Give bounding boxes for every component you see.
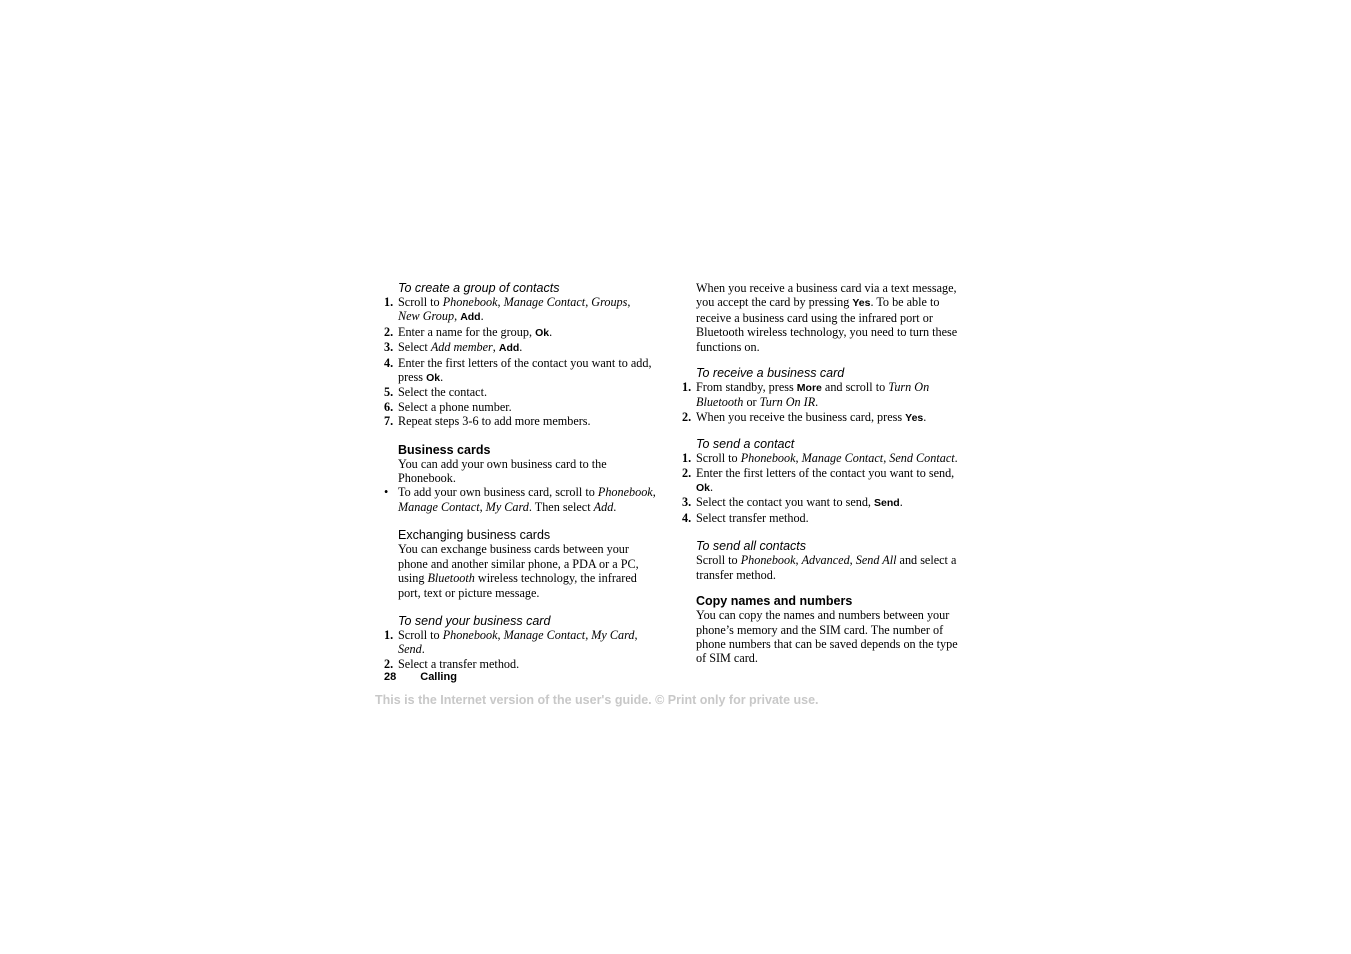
menu-term: Phonebook — [442, 627, 498, 642]
step — [682, 410, 967, 425]
exchanging-body — [398, 542, 659, 600]
text: . — [923, 409, 927, 424]
text: . Then select — [528, 499, 594, 514]
menu-term: My Card — [591, 627, 635, 642]
bullet-symbol: • — [384, 485, 389, 500]
softkey-label: Yes — [852, 297, 871, 310]
text: , — [652, 485, 656, 500]
text: When you receive the business card, press — [696, 409, 906, 424]
send-contact-steps — [682, 451, 967, 525]
text: Enter the first letters of the contact you want to send, — [696, 465, 955, 480]
create-group-steps — [384, 295, 659, 429]
text: To add your own business card, scroll to — [398, 485, 598, 500]
receive-intro — [696, 281, 967, 354]
softkey-label: Add — [498, 342, 520, 355]
text: , — [497, 295, 504, 309]
step — [384, 325, 659, 340]
menu-term: Send All — [855, 553, 897, 568]
step — [682, 466, 967, 496]
text: and scroll to — [821, 380, 889, 395]
step-number: 2. — [682, 409, 692, 424]
step — [384, 657, 659, 671]
menu-term: Phonebook — [740, 451, 796, 466]
exchanging-heading: Exchanging business cards — [398, 528, 551, 543]
menu-term: Turn On Bluetooth — [696, 380, 930, 410]
copy-heading: Copy names and numbers — [696, 594, 853, 609]
text: Enter the first letters of the contact you want to add, press — [398, 355, 652, 385]
text: . — [519, 340, 523, 355]
text: , — [479, 499, 486, 514]
menu-term: Manage Contact — [801, 451, 884, 466]
step — [384, 414, 659, 428]
send-all-body — [696, 553, 967, 582]
step-number: 3. — [682, 495, 692, 510]
text: Enter a name for the group, — [398, 324, 536, 339]
step-number: 3. — [384, 340, 394, 355]
step — [682, 451, 967, 465]
softkey-label: Ok — [696, 482, 711, 495]
text: . — [440, 370, 444, 385]
text: You can exchange business cards between your phone and another similar phone, a PDA or a PC, using — [398, 542, 639, 586]
send-own-card-steps — [384, 628, 659, 671]
text: . — [899, 495, 903, 510]
section-name: Calling — [420, 671, 457, 683]
softkey-label: Ok — [426, 372, 441, 385]
text: Scroll to — [398, 295, 443, 309]
business-cards-intro: You can add your own business card to the Phonebook. — [398, 456, 607, 486]
step-number: 2. — [384, 656, 394, 671]
step-number: 2. — [384, 324, 394, 339]
text: When you receive a business card via a text message, you accept the card by pressing — [696, 281, 957, 310]
text: Repeat steps 3-6 to add more members. — [398, 414, 591, 429]
text: Select a phone number. — [398, 399, 512, 414]
menu-term: Add member — [430, 340, 493, 355]
menu-term: Turn On IR — [759, 395, 816, 410]
text: , — [883, 451, 890, 466]
step-number: 5. — [384, 385, 394, 400]
step — [384, 628, 659, 657]
step-number: 1. — [682, 380, 692, 395]
text: . — [480, 309, 484, 324]
text: wireless technology, the infrared port, text or picture message. — [398, 571, 637, 600]
text: Scroll to — [398, 627, 443, 642]
text: Scroll to — [696, 451, 741, 466]
menu-term: My Card — [485, 499, 529, 514]
text: , — [585, 295, 592, 309]
text: Scroll to — [696, 553, 741, 568]
step — [384, 340, 659, 355]
text: , — [627, 295, 631, 309]
menu-term: Phonebook — [740, 553, 796, 568]
private-use-notice: This is the Internet version of the user's guide. © Print only for private use. — [375, 693, 819, 707]
softkey-label: Yes — [905, 411, 924, 424]
text: . — [954, 451, 958, 466]
text: Select a transfer method. — [398, 656, 520, 671]
step — [384, 356, 659, 386]
menu-term: Send — [398, 642, 422, 657]
text: and select a transfer method. — [696, 553, 957, 582]
text: , — [795, 553, 802, 568]
menu-term: Phonebook — [597, 485, 653, 500]
step — [682, 495, 967, 510]
text: . — [549, 324, 553, 339]
step — [384, 400, 659, 414]
text: Select transfer method. — [696, 510, 809, 525]
text: . — [421, 642, 425, 657]
text: , — [454, 309, 461, 324]
menu-term: Add — [593, 499, 614, 514]
business-cards-heading: Business cards — [398, 442, 491, 457]
text: or — [743, 395, 760, 410]
step-number: 1. — [384, 627, 394, 642]
send-all-title: To send all contacts — [696, 539, 807, 554]
menu-term: New Group — [398, 309, 455, 324]
step-number: 1. — [682, 451, 692, 466]
text: , — [585, 627, 592, 642]
text: , — [634, 627, 638, 642]
step-number: 1. — [384, 295, 394, 309]
step-number: 7. — [384, 414, 394, 429]
step-number: 6. — [384, 399, 394, 414]
text: , — [492, 340, 499, 355]
menu-term: Manage Contact — [503, 295, 586, 309]
softkey-label: More — [796, 382, 822, 395]
business-cards-bullets — [384, 485, 659, 514]
step — [384, 385, 659, 399]
softkey-label: Add — [460, 311, 481, 324]
step-number: 4. — [384, 355, 394, 370]
text: Select — [398, 340, 431, 355]
menu-term: Manage Contact — [503, 627, 586, 642]
text: , — [795, 451, 802, 466]
menu-term: Send Contact — [889, 451, 955, 466]
text: . To be able to receive a business card using the infrared port or Bluetooth wireless technology, you need to turn these functions on. — [696, 295, 958, 354]
step — [384, 295, 659, 325]
page-footer — [384, 671, 457, 683]
softkey-label: Ok — [535, 326, 550, 339]
menu-term: Groups — [591, 295, 628, 309]
step — [682, 511, 967, 525]
text: . — [613, 499, 617, 514]
text: Select the contact you want to send, — [696, 495, 875, 510]
menu-term: Phonebook — [442, 295, 498, 309]
send-contact-title: To send a contact — [696, 437, 795, 452]
text: From standby, press — [696, 380, 797, 395]
step-number: 2. — [682, 465, 692, 480]
text: . — [710, 480, 714, 495]
right-column — [682, 281, 967, 666]
step — [682, 380, 967, 410]
menu-term: Advanced — [801, 553, 850, 568]
send-own-card-title: To send your business card — [398, 613, 551, 628]
text: . — [815, 395, 819, 410]
softkey-label: Send — [874, 497, 900, 510]
copy-body: You can copy the names and numbers between your phone’s memory and the SIM card. The number of phone numbers that can be saved depends on the type of SIM card. — [696, 608, 958, 666]
bullet-item — [384, 485, 659, 514]
text: , — [497, 627, 504, 642]
receive-card-title: To receive a business card — [696, 366, 845, 381]
page-number: 28 — [384, 671, 397, 683]
text: Select the contact. — [398, 385, 487, 400]
create-group-title: To create a group of contacts — [398, 281, 560, 295]
receive-card-steps — [682, 380, 967, 425]
text: , — [849, 553, 856, 568]
menu-term: Manage Contact — [398, 499, 480, 514]
step-number: 4. — [682, 510, 692, 525]
left-column — [384, 281, 659, 671]
term: Bluetooth — [427, 571, 475, 586]
